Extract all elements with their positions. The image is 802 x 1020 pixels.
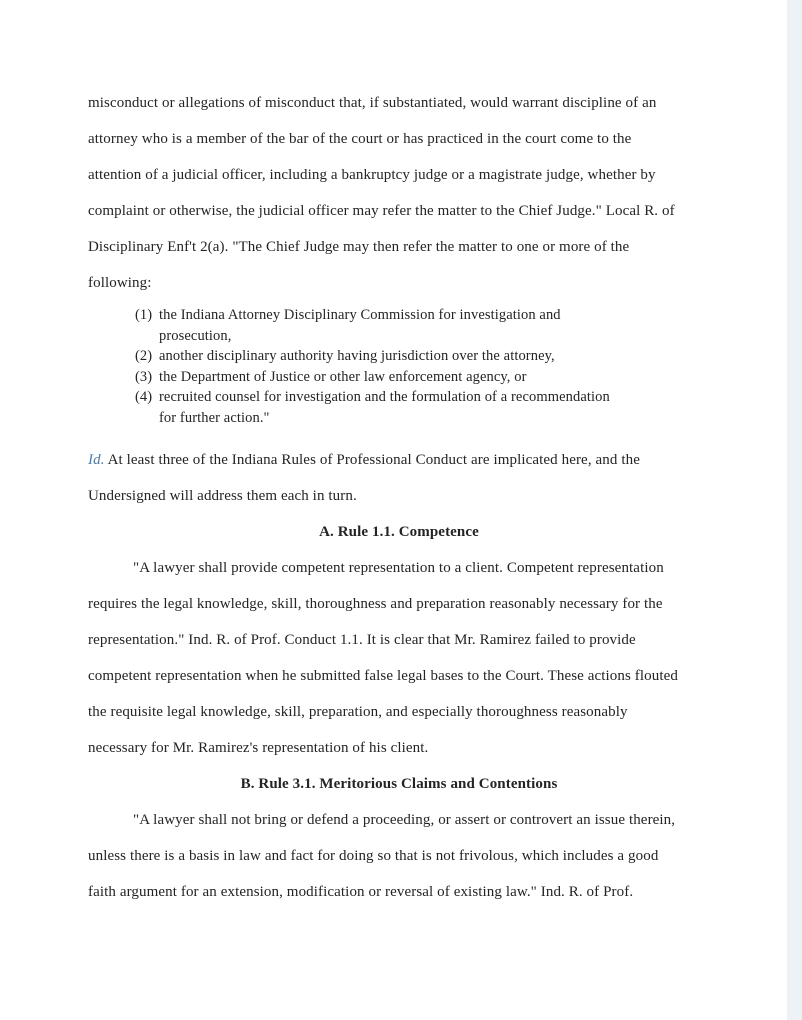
- list-item-line: the Department of Justice or other law enforcement agency, or: [159, 368, 527, 385]
- paragraph-line: following:: [88, 275, 152, 291]
- paragraph-line: competent representation when he submitted false legal bases to the Court. These actions flouted: [88, 668, 678, 684]
- section-heading: A. Rule 1.1. Competence: [319, 524, 479, 540]
- citation-link[interactable]: Id.: [88, 452, 105, 468]
- paragraph-line: attention of a judicial officer, including a bankruptcy judge or a magistrate judge, whether by: [88, 167, 656, 183]
- numbered-list: [135, 305, 710, 428]
- list-item-line: recruited counsel for investigation and the formulation of a recommendation: [159, 389, 610, 405]
- list-item-line: for further action.": [159, 409, 270, 426]
- list-item: [135, 305, 710, 346]
- list-item-line: another disciplinary authority having jurisdiction over the attorney,: [159, 348, 555, 364]
- paragraph-line: necessary for Mr. Ramirez's representation of his client.: [88, 740, 429, 756]
- list-item-number: (2): [135, 348, 153, 364]
- paragraph-line: "A lawyer shall provide competent representation to a client. Competent representation: [133, 560, 664, 576]
- list-item: [135, 367, 710, 388]
- section-heading: B. Rule 3.1. Meritorious Claims and Contentions: [240, 776, 558, 792]
- paragraph-line: attorney who is a member of the bar of the court or has practiced in the court come to the: [88, 131, 632, 147]
- paragraph-line: "A lawyer shall not bring or defend a proceeding, or assert or controvert an issue therein,: [133, 812, 676, 828]
- scan-edge-strip: [787, 0, 802, 1020]
- list-item-number: (3): [135, 368, 153, 385]
- list-item-line: the Indiana Attorney Disciplinary Commission for investigation and: [159, 307, 561, 323]
- list-item-number: (1): [135, 307, 153, 323]
- paragraph-line: the requisite legal knowledge, skill, preparation, and especially thoroughness reasonably: [88, 704, 628, 720]
- paragraph-line: complaint or otherwise, the judicial officer may refer the matter to the Chief Judge." Local R. of: [88, 203, 675, 219]
- list-item: [135, 387, 710, 428]
- paragraph-line: Undersigned will address them each in turn.: [88, 488, 357, 504]
- paragraph-line: representation." Ind. R. of Prof. Conduct 1.1. It is clear that Mr. Ramirez failed to provide: [88, 632, 636, 648]
- document-text-body: [88, 85, 710, 910]
- paragraph-line: faith argument for an extension, modification or reversal of existing law." Ind. R. of Prof.: [88, 884, 634, 900]
- paragraph-line: unless there is a basis in law and fact for doing so that is not frivolous, which includes a good: [88, 848, 659, 864]
- list-item: [135, 346, 710, 367]
- list-item-number: (4): [135, 389, 153, 405]
- list-item-line: prosecution,: [159, 327, 232, 344]
- paragraph-line: misconduct or allegations of misconduct that, if substantiated, would warrant discipline of an: [88, 95, 657, 111]
- paragraph-line: requires the legal knowledge, skill, thoroughness and preparation reasonably necessary for the: [88, 596, 663, 612]
- paragraph-line: Id. At least three of the Indiana Rules of Professional Conduct are implicated here, and the: [88, 452, 640, 468]
- paragraph-line: Disciplinary Enf't 2(a). "The Chief Judge may then refer the matter to one or more of the: [88, 239, 630, 255]
